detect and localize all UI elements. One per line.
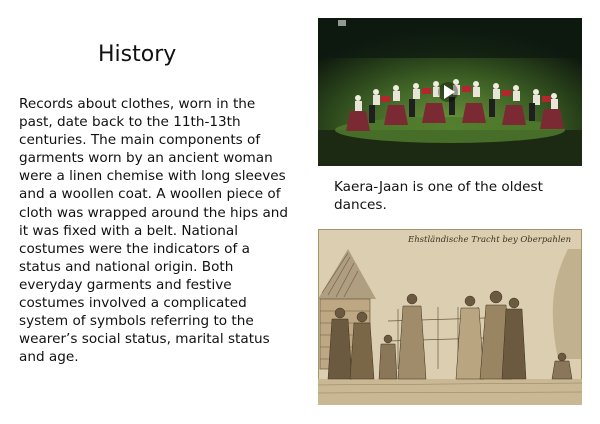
costume-engraving bbox=[318, 229, 582, 405]
play-icon[interactable] bbox=[438, 82, 458, 102]
dance-video[interactable] bbox=[318, 18, 582, 166]
history-paragraph: Records about clothes, worn in the past, date back to the 11th-13th centuries. The main components of garments worn by an ancient woman were a linen chemise with long sleeves and a woollen coat. A woollen piece of cloth was wrapped around the hips and it was fixed with a belt. National costumes were the indicators of a status and national origin. Both everyday garments and festive costumes involved a complicated system of symbols referring to the wearer’s social status, marital status and age. bbox=[19, 96, 289, 366]
video-caption: Kaera-Jaan is one of the oldest dances. bbox=[334, 179, 543, 213]
slide-title: History bbox=[98, 42, 177, 67]
engraving-inscription: Ehstländische Tracht bey Oberpahlen bbox=[408, 235, 572, 245]
